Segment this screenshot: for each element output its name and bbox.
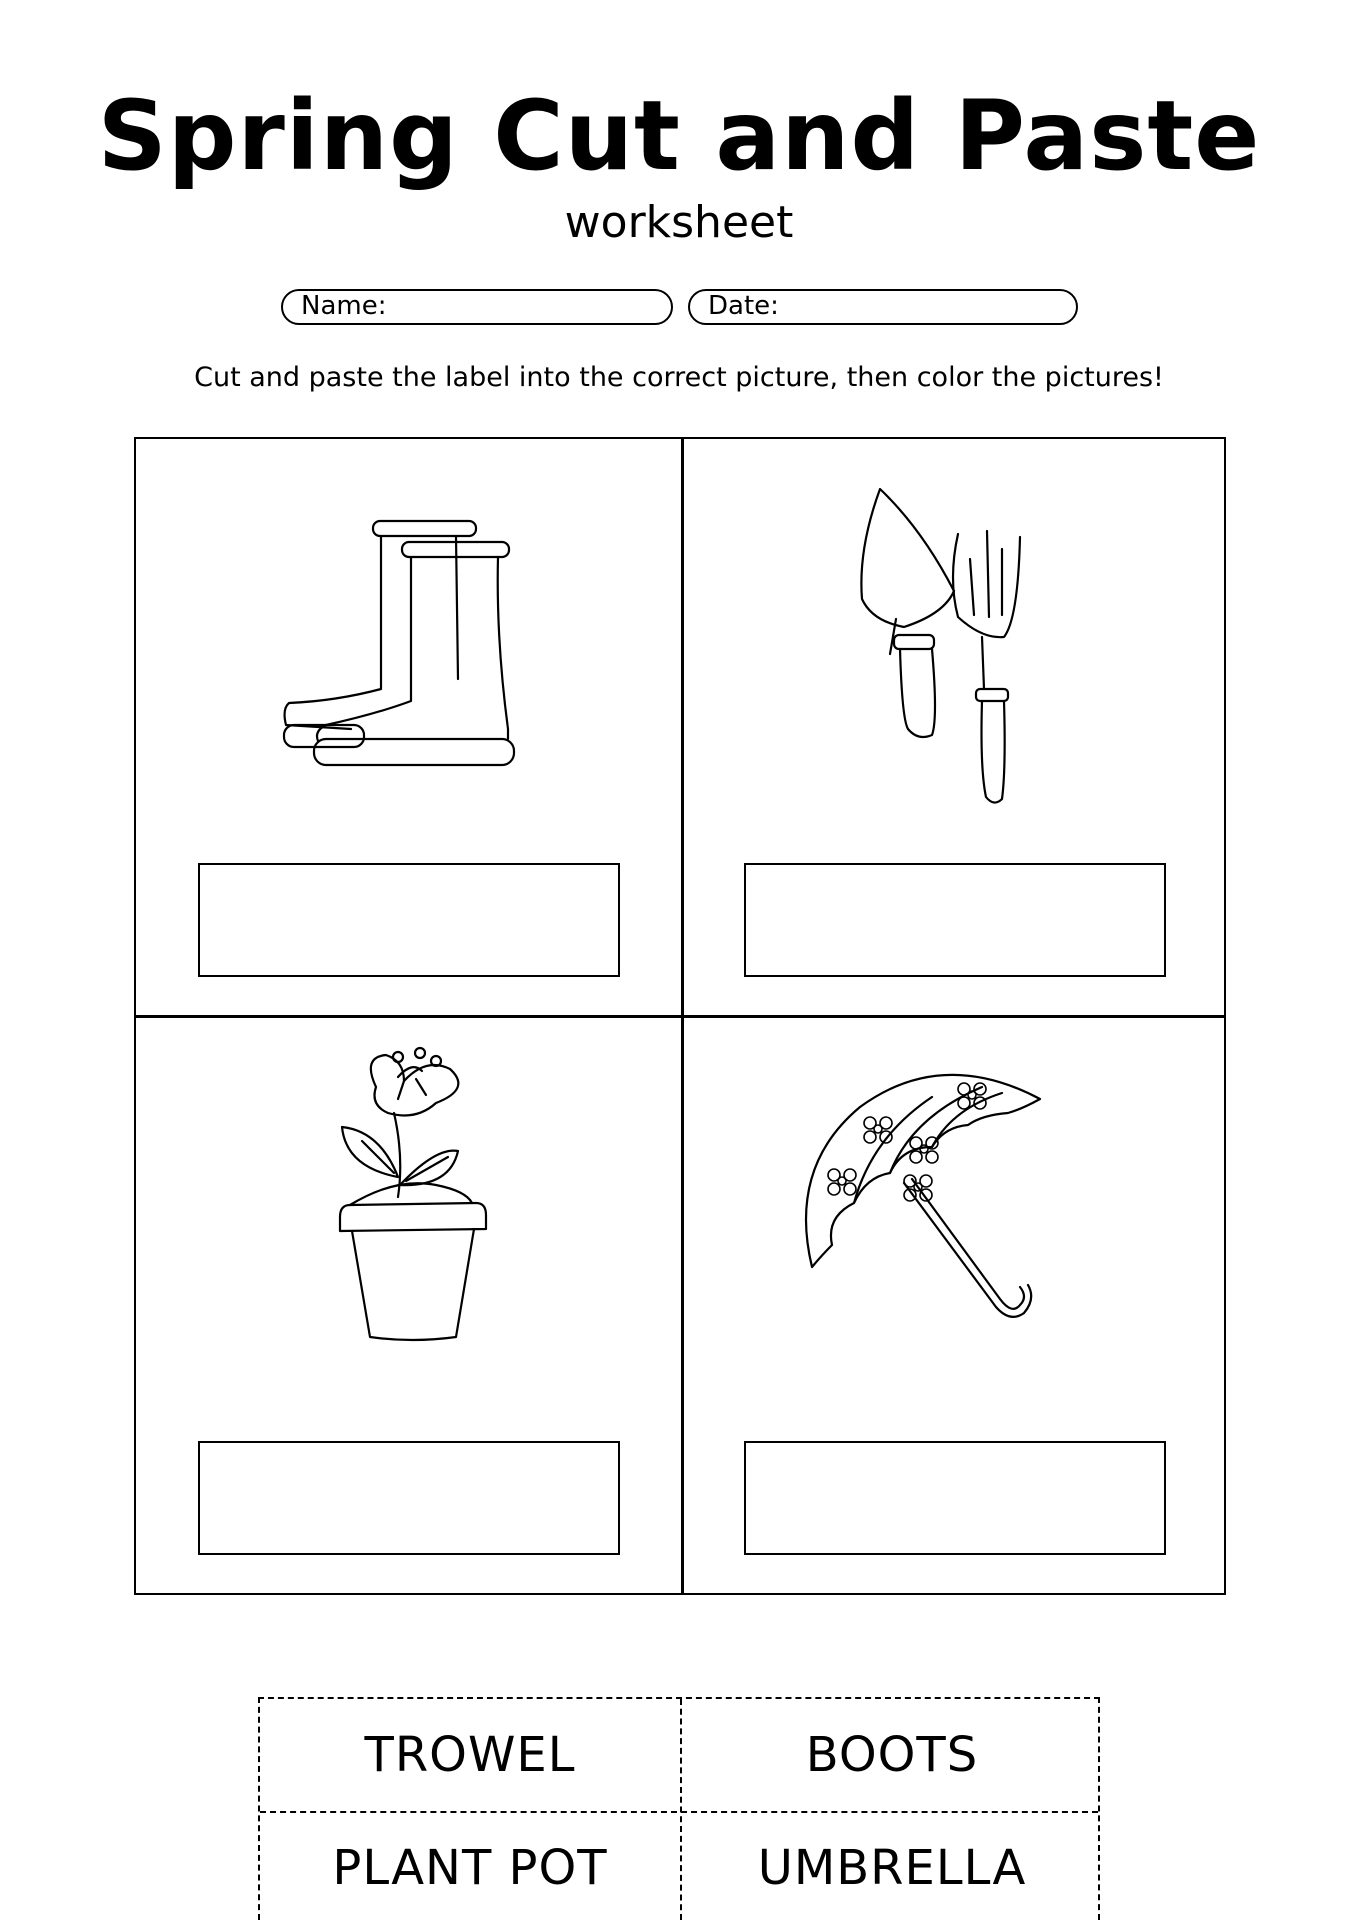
picture-cell-plant-pot [136,1017,681,1593]
name-label: Name: [301,291,387,321]
page-title: Spring Cut and Paste [97,80,1261,192]
picture-cell-boots [136,439,681,1015]
date-label: Date: [708,291,779,321]
label-drop-box[interactable] [744,1441,1166,1555]
page-subtitle: worksheet [564,197,794,248]
cut-out-labels [258,1697,1100,1920]
date-field[interactable] [688,289,1078,325]
picture-cell-umbrella [682,1017,1227,1593]
name-field[interactable] [281,289,673,325]
label-drop-box[interactable] [198,1441,620,1555]
picture-grid [134,437,1226,1595]
picture-cell-garden-tools [682,439,1227,1015]
label-plant-pot[interactable]: PLANT POT [332,1840,608,1896]
umbrella-icon [682,1017,1227,1437]
label-umbrella[interactable]: UMBRELLA [757,1840,1027,1896]
instructions-text: Cut and paste the label into the correct picture, then color the pictures! [194,362,1164,393]
label-boots[interactable]: BOOTS [805,1727,979,1783]
plant-pot-icon [136,1017,681,1437]
label-drop-box[interactable] [198,863,620,977]
label-drop-box[interactable] [744,863,1166,977]
label-trowel[interactable]: TROWEL [364,1727,576,1783]
boots-icon [136,439,681,859]
garden-tools-icon [682,439,1227,859]
